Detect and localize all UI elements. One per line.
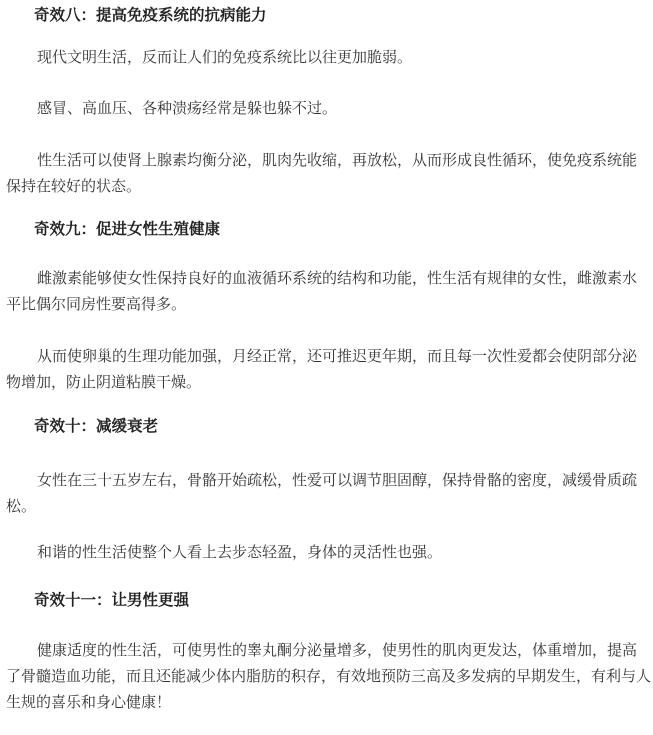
- paragraph: 性生活可以使肾上腺素均衡分泌，肌肉先收缩，再放松，从而形成良性循环，使免疫系统能保持在较好的状态。: [6, 151, 638, 195]
- section-heading-8: 奇效八：提高免疫系统的抗病能力: [34, 6, 267, 24]
- paragraph: 健康适度的性生活，可使男性的睾丸酮分泌量增多，使男性的肌肉更发达，体重增加，提高了骨髓造血功能，而且还能减少体内脂肪的积存，有效地预防三高及多发病的早期发生，有利与人生规的喜乐和身心健康！: [6, 641, 652, 711]
- section-heading-10: 奇效十：减缓衰老: [34, 417, 159, 435]
- section-heading-11: 奇效十一：让男性更强: [34, 591, 190, 609]
- paragraph: 从而使卵巢的生理功能加强，月经正常，还可推迟更年期，而且每一次性爱都会使阴部分泌物增加，防止阴道粘膜干燥。: [6, 347, 638, 391]
- paragraph: 现代文明生活，反而让人们的免疫系统比以往更加脆弱。: [37, 48, 413, 66]
- paragraph: 感冒、高血压、各种溃疡经常是躲也躲不过。: [37, 99, 338, 117]
- section-heading-9: 奇效九：促进女性生殖健康: [34, 220, 221, 238]
- paragraph: 雌激素能够使女性保持良好的血液循环系统的结构和功能，性生活有规律的女性，雌激素水平比偶尔同房性要高得多。: [6, 269, 638, 313]
- paragraph: 和谐的性生活使整个人看上去步态轻盈，身体的灵活性也强。: [37, 543, 443, 561]
- paragraph: 女性在三十五岁左右，骨骼开始疏松，性爱可以调节胆固醇，保持骨骼的密度，减缓骨质疏松。: [6, 471, 638, 515]
